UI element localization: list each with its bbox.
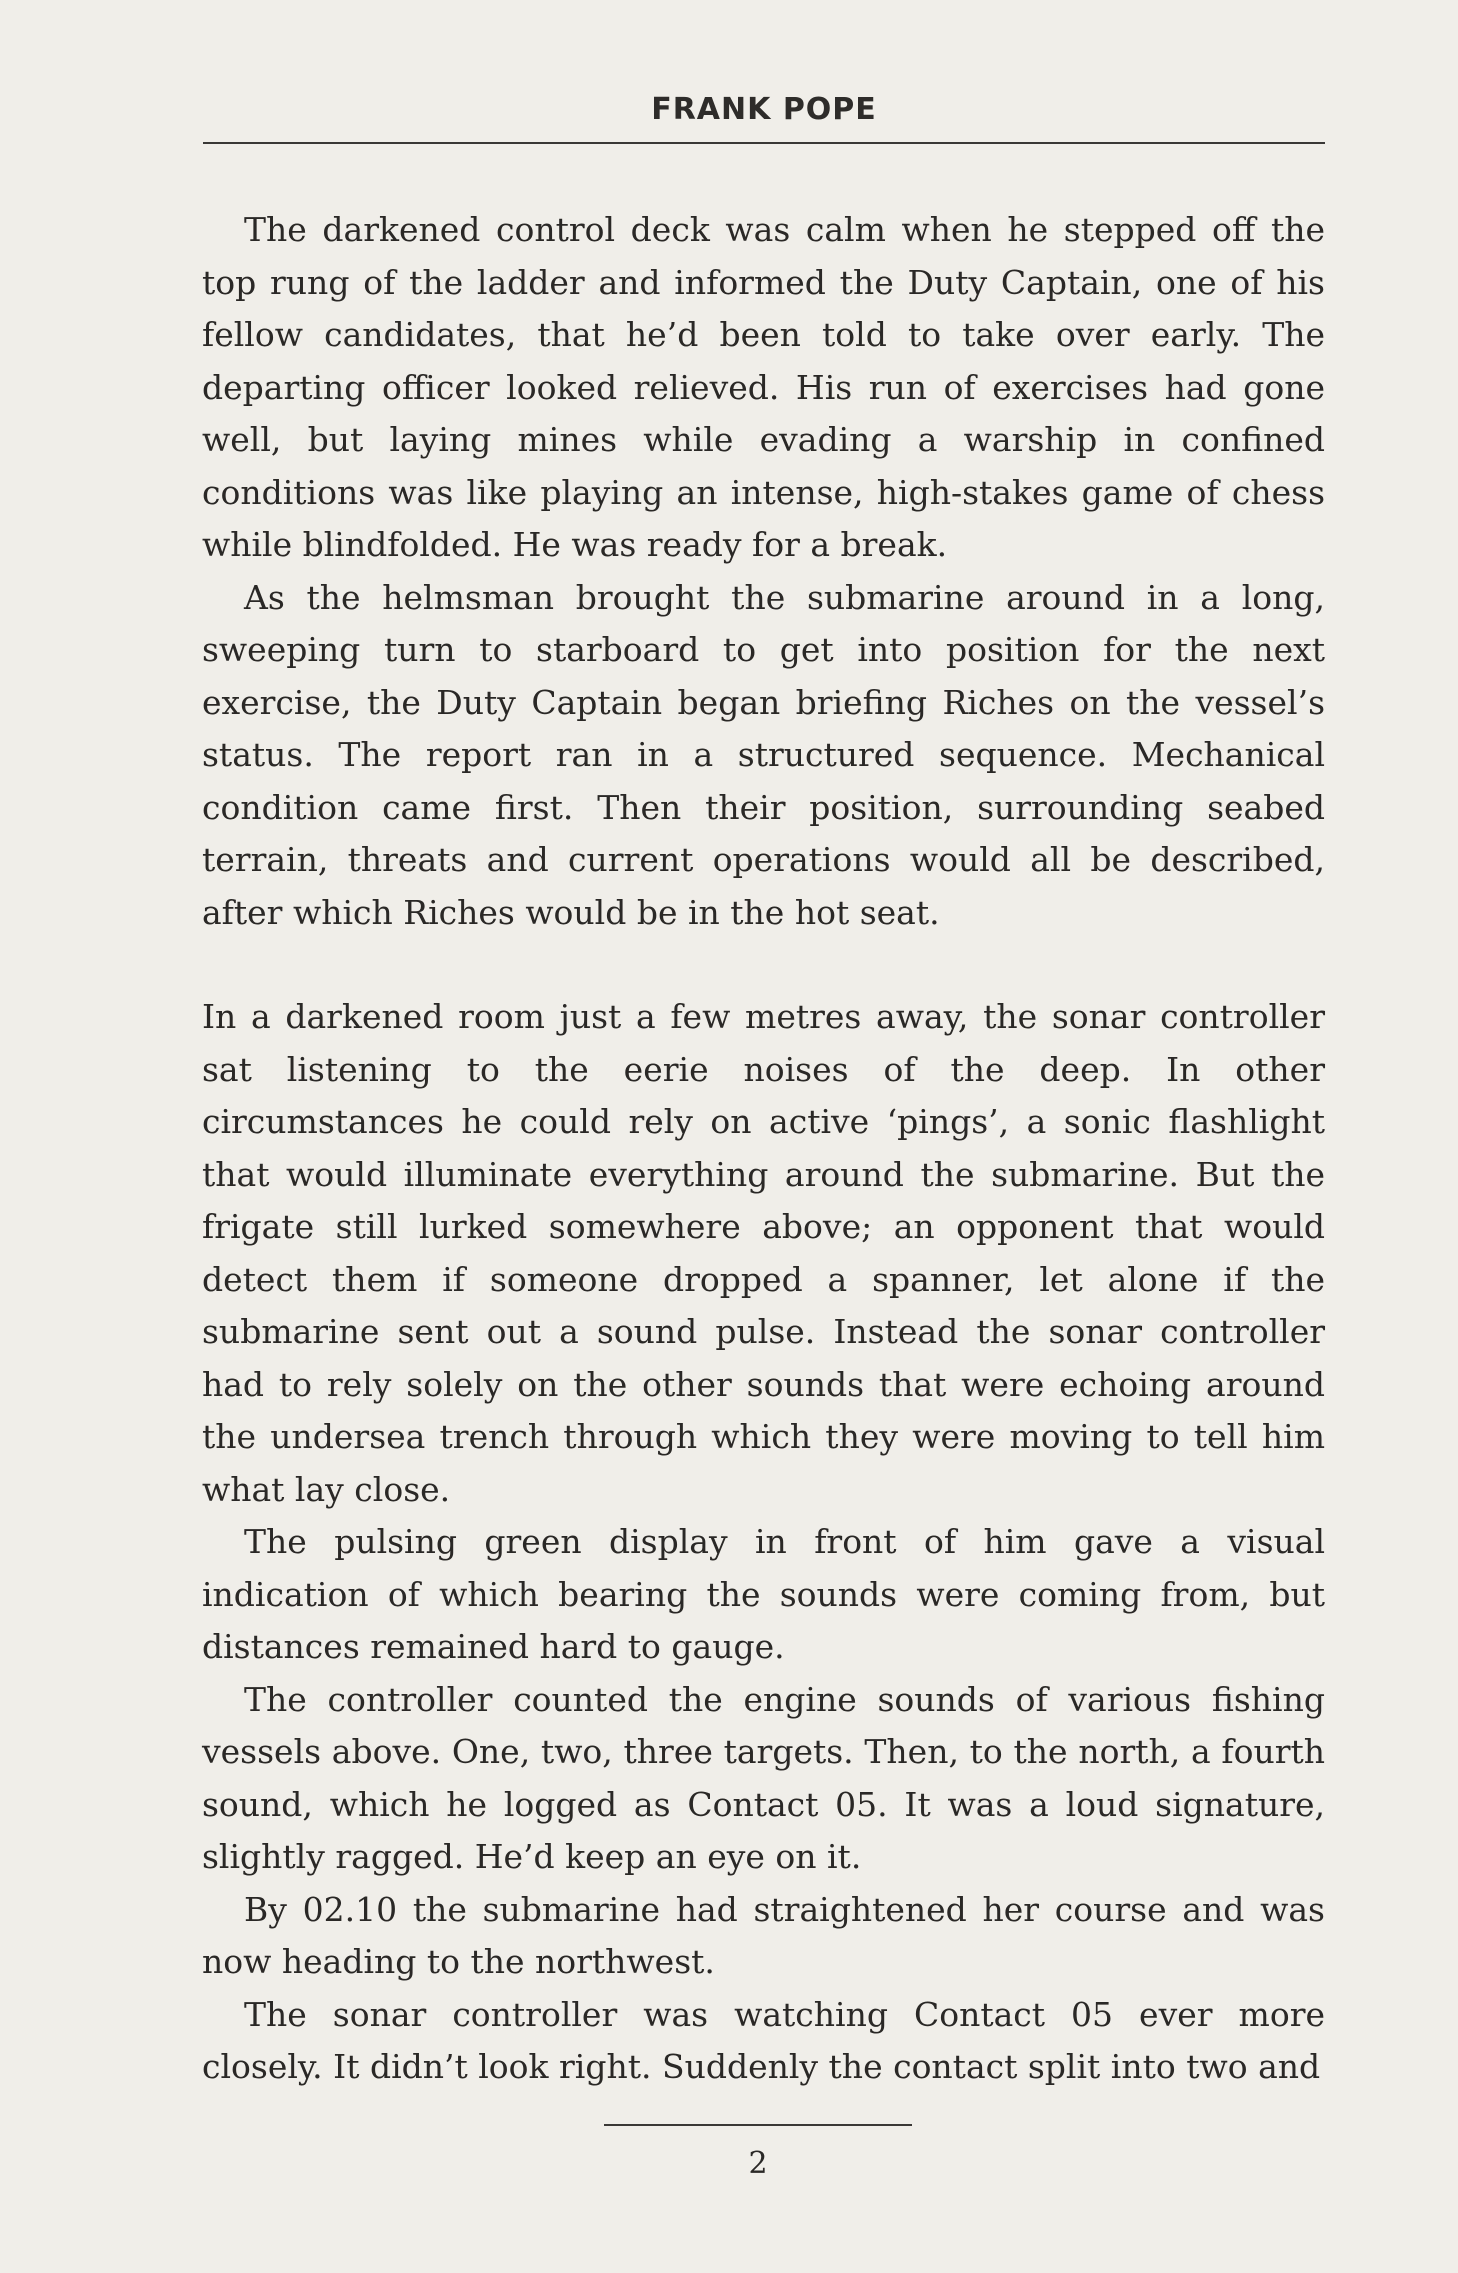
footer-rule <box>604 2124 912 2126</box>
body-text <box>202 204 1325 2094</box>
page-number: 2 <box>748 2146 768 2181</box>
paragraph: The controller counted the engine sounds of various fishing vessels above. One, two, three targets. Then, to the north, a fourth sound, which he logged as Contact 05. It was a loud signature, slightly ragged. He’d keep an eye on it. <box>202 1679 1325 1876</box>
section-break <box>202 939 1325 991</box>
paragraph: The darkened control deck was calm when he stepped off the top rung of the ladder and informed the Duty Captain, one of his fellow candidates, that he’d been told to take over early. The departing officer looked relieved. His run of exercises had gone well, but laying mines while evading a warship in confined conditions was like playing an intense, high-stakes game of chess while blindfolded. He was ready for a break. <box>202 210 1325 564</box>
running-head: FRANK POPE <box>651 92 877 127</box>
paragraph: As the helmsman brought the submarine around in a long, sweeping turn to starboard to get into position for the next exercise, the Duty Captain began briefing Riches on the vessel’s status. The report ran in a structured sequence. Mechanical condition came first. Then their position, surrounding seabed terrain, threats and current operations would all be described, after which Riches would be in the hot seat. <box>202 577 1325 932</box>
paragraph: The pulsing green display in front of him gave a visual indication of which bearing the sounds were coming from, but distances remained hard to gauge. <box>202 1522 1325 1666</box>
paragraph: The sonar controller was watching Contact 05 ever more closely. It didn’t look right. Suddenly the contact split into two and <box>202 1994 1325 2086</box>
header-rule <box>203 142 1325 144</box>
paragraph: In a darkened room just a few metres away, the sonar controller sat listening to the eerie noises of the deep. In other circumstances he could rely on active ‘pings’, a sonic flashlight that would illuminate everything around the submarine. But the frigate still lurked somewhere above; an opponent that would detect them if someone dropped a spanner, let alone if the submarine sent out a sound pulse. Instead the sonar controller had to rely solely on the other sounds that were echoing around the undersea trench through which they were moving to tell him what lay close. <box>202 997 1325 1509</box>
paragraph: By 02.10 the submarine had straightened her course and was now heading to the northwest. <box>202 1889 1325 1981</box>
